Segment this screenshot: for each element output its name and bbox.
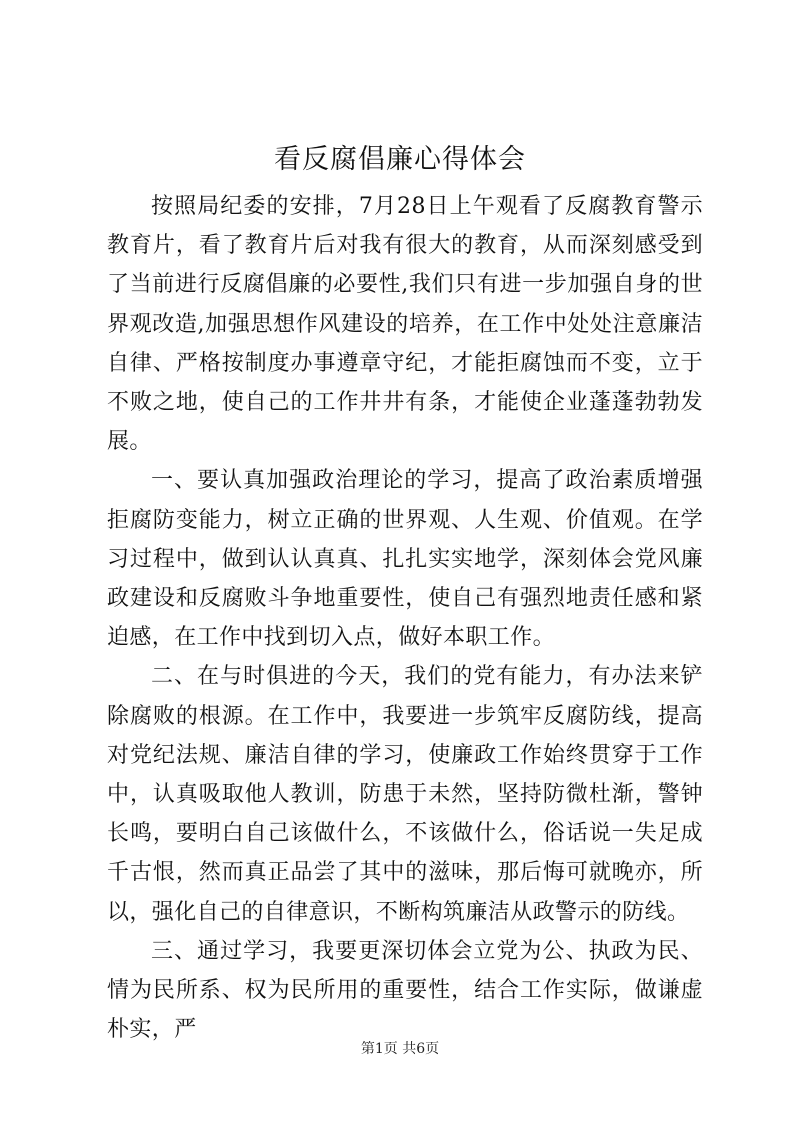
paragraph-intro: 按照局纪委的安排，7月28日上午观看了反腐教育警示教育片，看了教育片后对我有很大的教育，从而深刻感受到了当前进行反腐倡廉的必要性,我们只有进一步加强自身的世界观改造,加强思想作风建设的培养，在工作中处处注意廉洁自律、严格按制度办事遵章守纪，才能拒腐蚀而不变，立于不败之地，使自己的工作井井有条，才能使企业蓬蓬勃勃发展。 bbox=[107, 194, 703, 455]
paragraph-point-one: 一、要认真加强政治理论的学习，提高了政治素质增强拒腐防变能力，树立正确的世界观、人生观、价值观。在学习过程中，做到认认真真、扎扎实实地学，深刻体会党风廉政建设和反腐败斗争地重要性，使自己有强烈地责任感和紧迫感，在工作中找到切入点，做好本职工作。 bbox=[107, 468, 703, 651]
page-number-footer: 第1页 共6页 bbox=[360, 1041, 440, 1057]
paragraph-point-three: 三、通过学习，我要更深切体会立党为公、执政为民、情为民所系、权为民所用的重要性，结合工作实际，做谦虚朴实，严 bbox=[107, 938, 703, 1043]
document-title: 看反腐倡廉心得体会 bbox=[274, 144, 526, 175]
paragraph-point-two: 二、在与时俱进的今天，我们的党有能力，有办法来铲除腐败的根源。在工作中，我要进一步筑牢反腐防线，提高对党纪法规、廉洁自律的学习，使廉政工作始终贯穿于工作中，认真吸取他人教训，防患于未然，坚持防微杜渐，警钟长鸣，要明白自己该做什么，不该做什么，俗话说一失足成千古恨，然而真正品尝了其中的滋味，那后悔可就晚亦，所以，强化自己的自律意识，不断构筑廉洁从政警示的防线。 bbox=[107, 664, 703, 925]
document-body bbox=[107, 187, 703, 1049]
